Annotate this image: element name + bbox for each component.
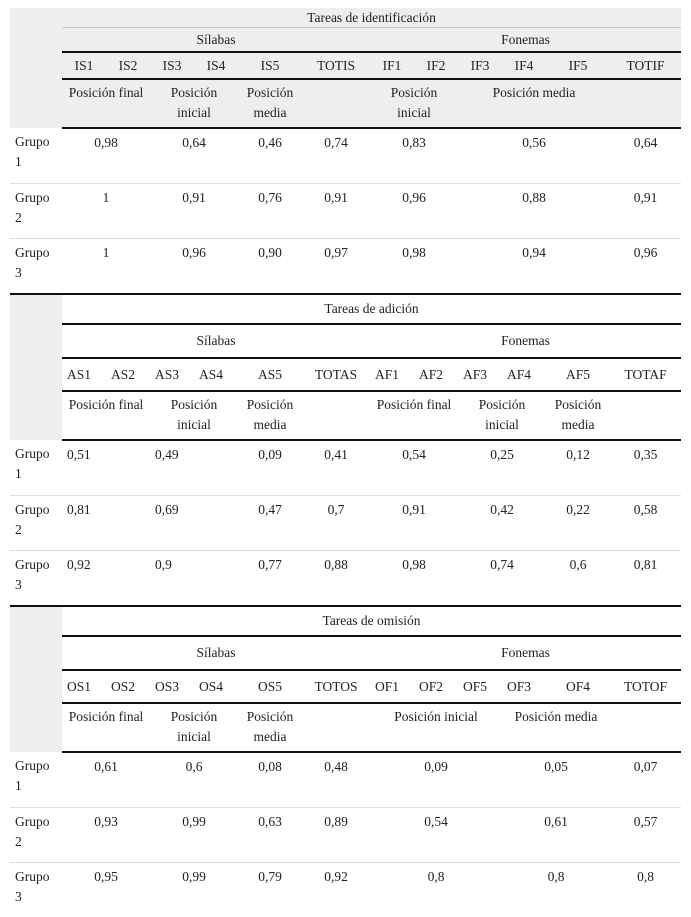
cell: 0,90 bbox=[238, 239, 302, 295]
cell: 0,48 bbox=[302, 752, 370, 808]
row-label: Grupo 1 bbox=[10, 752, 62, 808]
table-row bbox=[10, 440, 681, 496]
cell: 0,91 bbox=[302, 184, 370, 239]
position-header: Posición inicial bbox=[458, 391, 546, 440]
group-header-silabas: Sílabas bbox=[62, 324, 370, 358]
cell: 0,92 bbox=[302, 863, 370, 917]
cell: 0,12 bbox=[546, 440, 610, 496]
cell: 0,25 bbox=[458, 440, 546, 496]
position-header: Posición media bbox=[238, 79, 302, 128]
column-code: OF4 bbox=[546, 670, 610, 703]
section-omision-title-row bbox=[10, 606, 681, 636]
row-label: Grupo 2 bbox=[10, 496, 62, 551]
cell: 0,98 bbox=[370, 551, 458, 607]
row-label: Grupo 3 bbox=[10, 239, 62, 295]
cell: 0,96 bbox=[610, 239, 681, 295]
cell: 0,79 bbox=[238, 863, 302, 917]
cell: 0,91 bbox=[150, 184, 238, 239]
cell: 0,09 bbox=[370, 752, 502, 808]
group-header-silabas: Sílabas bbox=[62, 28, 370, 53]
column-code: AF5 bbox=[546, 358, 610, 391]
cell: 0,54 bbox=[370, 440, 458, 496]
group-header-fonemas: Fonemas bbox=[370, 636, 681, 670]
cell: 1 bbox=[62, 184, 150, 239]
position-header: Posición final bbox=[370, 391, 458, 440]
cell: 0,98 bbox=[370, 239, 458, 295]
cell: 0,05 bbox=[502, 752, 610, 808]
position-header: Posición inicial bbox=[370, 703, 502, 752]
position-header: Posición final bbox=[62, 391, 150, 440]
cell: 0,58 bbox=[610, 496, 681, 551]
table-row bbox=[10, 551, 681, 607]
column-code: OS2 bbox=[106, 670, 150, 703]
table-row bbox=[10, 863, 681, 917]
column-code: IF4 bbox=[502, 52, 546, 79]
column-code: IS4 bbox=[194, 52, 238, 79]
cell: 0,88 bbox=[458, 184, 610, 239]
column-code: TOTOF bbox=[610, 670, 681, 703]
section-identificacion-title-row bbox=[10, 8, 681, 28]
column-code: OF2 bbox=[414, 670, 458, 703]
table-row bbox=[10, 752, 681, 808]
column-code: IS1 bbox=[62, 52, 106, 79]
column-code: IF5 bbox=[546, 52, 610, 79]
cell: 0,69 bbox=[150, 496, 238, 551]
row-label: Grupo 1 bbox=[10, 128, 62, 184]
cell: 0,97 bbox=[302, 239, 370, 295]
position-header: Posición inicial bbox=[370, 79, 458, 128]
cell: 0,41 bbox=[302, 440, 370, 496]
cell: 0,47 bbox=[238, 496, 302, 551]
column-code: IS2 bbox=[106, 52, 150, 79]
position-header: Posición inicial bbox=[150, 391, 238, 440]
position-header: Posición media bbox=[238, 703, 302, 752]
group-header-fonemas: Fonemas bbox=[370, 324, 681, 358]
cell: 0,74 bbox=[302, 128, 370, 184]
cell: 0,22 bbox=[546, 496, 610, 551]
cell: 0,96 bbox=[370, 184, 458, 239]
column-code: OS1 bbox=[62, 670, 106, 703]
cell: 0,9 bbox=[150, 551, 238, 607]
cell: 0,76 bbox=[238, 184, 302, 239]
group-header-silabas: Sílabas bbox=[62, 636, 370, 670]
cell: 0,8 bbox=[502, 863, 610, 917]
column-code: AS1 bbox=[62, 358, 106, 391]
table-row bbox=[10, 808, 681, 863]
cell: 0,98 bbox=[62, 128, 150, 184]
cell: 0,49 bbox=[150, 440, 238, 496]
cell: 0,6 bbox=[546, 551, 610, 607]
cell: 0,61 bbox=[62, 752, 150, 808]
cell: 0,51 bbox=[62, 440, 150, 496]
section-title: Tareas de omisión bbox=[62, 606, 681, 636]
table-row bbox=[10, 496, 681, 551]
cell: 0,99 bbox=[150, 808, 238, 863]
position-header: Posición media bbox=[502, 703, 610, 752]
row-label: Grupo 3 bbox=[10, 551, 62, 607]
column-code: AF3 bbox=[458, 358, 502, 391]
cell: 0,74 bbox=[458, 551, 546, 607]
cell: 0,95 bbox=[62, 863, 150, 917]
cell: 0,7 bbox=[302, 496, 370, 551]
cell: 0,91 bbox=[370, 496, 458, 551]
cell: 0,57 bbox=[610, 808, 681, 863]
cell: 0,99 bbox=[150, 863, 238, 917]
column-code: AF2 bbox=[414, 358, 458, 391]
cell: 0,46 bbox=[238, 128, 302, 184]
cell: 0,92 bbox=[62, 551, 150, 607]
cell: 0,35 bbox=[610, 440, 681, 496]
cell: 0,63 bbox=[238, 808, 302, 863]
column-code: OS4 bbox=[194, 670, 238, 703]
cell: 0,08 bbox=[238, 752, 302, 808]
position-header: Posición final bbox=[62, 79, 150, 128]
column-code: AF4 bbox=[502, 358, 546, 391]
cell: 0,64 bbox=[610, 128, 681, 184]
column-code: TOTIF bbox=[610, 52, 681, 79]
column-code: IS5 bbox=[238, 52, 302, 79]
cell: 1 bbox=[62, 239, 150, 295]
cell: 0,64 bbox=[150, 128, 238, 184]
results-table bbox=[10, 8, 681, 917]
cell: 0,8 bbox=[370, 863, 502, 917]
cell: 0,61 bbox=[502, 808, 610, 863]
cell: 0,91 bbox=[610, 184, 681, 239]
column-code: OS3 bbox=[150, 670, 194, 703]
column-code: IS3 bbox=[150, 52, 194, 79]
column-code: IF3 bbox=[458, 52, 502, 79]
cell: 0,09 bbox=[238, 440, 302, 496]
column-code: IF2 bbox=[414, 52, 458, 79]
position-header: Posición media bbox=[458, 79, 610, 128]
cell: 0,42 bbox=[458, 496, 546, 551]
table-row bbox=[10, 184, 681, 239]
cell: 0,89 bbox=[302, 808, 370, 863]
column-code: AS5 bbox=[238, 358, 302, 391]
column-code: OF3 bbox=[502, 670, 546, 703]
row-label: Grupo 2 bbox=[10, 184, 62, 239]
position-header: Posición inicial bbox=[150, 703, 238, 752]
column-code: OF5 bbox=[458, 670, 502, 703]
column-code: TOTAS bbox=[302, 358, 370, 391]
column-code: TOTAF bbox=[610, 358, 681, 391]
section-title: Tareas de identificación bbox=[62, 8, 681, 28]
column-code: IF1 bbox=[370, 52, 414, 79]
section-adicion-title-row bbox=[10, 294, 681, 324]
section-title: Tareas de adición bbox=[62, 294, 681, 324]
cell: 0,8 bbox=[610, 863, 681, 917]
cell: 0,94 bbox=[458, 239, 610, 295]
cell: 0,88 bbox=[302, 551, 370, 607]
cell: 0,6 bbox=[150, 752, 238, 808]
cell: 0,56 bbox=[458, 128, 610, 184]
cell: 0,07 bbox=[610, 752, 681, 808]
position-header: Posición inicial bbox=[150, 79, 238, 128]
column-code: AS4 bbox=[194, 358, 238, 391]
row-label: Grupo 2 bbox=[10, 808, 62, 863]
column-code: TOTIS bbox=[302, 52, 370, 79]
cell: 0,81 bbox=[610, 551, 681, 607]
table-row bbox=[10, 239, 681, 295]
column-code: AS3 bbox=[150, 358, 194, 391]
cell: 0,83 bbox=[370, 128, 458, 184]
cell: 0,54 bbox=[370, 808, 502, 863]
column-code: OF1 bbox=[370, 670, 414, 703]
row-label: Grupo 1 bbox=[10, 440, 62, 496]
row-label: Grupo 3 bbox=[10, 863, 62, 917]
column-code: AS2 bbox=[106, 358, 150, 391]
position-header: Posición media bbox=[546, 391, 610, 440]
column-code: AF1 bbox=[370, 358, 414, 391]
column-code: TOTOS bbox=[302, 670, 370, 703]
column-code: OS5 bbox=[238, 670, 302, 703]
group-header-fonemas: Fonemas bbox=[370, 28, 681, 53]
cell: 0,77 bbox=[238, 551, 302, 607]
cell: 0,81 bbox=[62, 496, 150, 551]
table-row bbox=[10, 128, 681, 184]
position-header: Posición final bbox=[62, 703, 150, 752]
position-header: Posición media bbox=[238, 391, 302, 440]
cell: 0,93 bbox=[62, 808, 150, 863]
cell: 0,96 bbox=[150, 239, 238, 295]
